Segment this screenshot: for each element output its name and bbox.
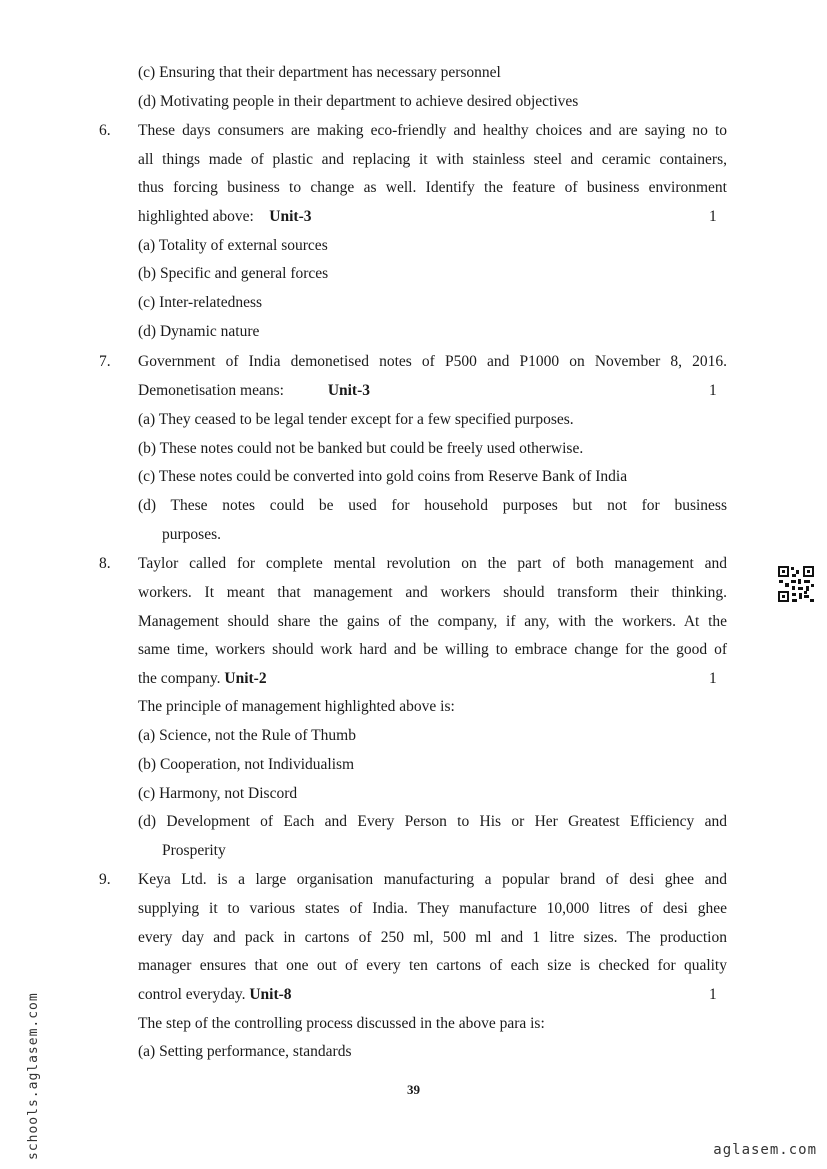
q8-option-c: (c) Harmony, not Discord	[138, 785, 298, 802]
q9-stem-line: supplying it to various states of India. They manufacture 10,000 litres of desi ghee	[138, 900, 727, 917]
q7-option-a: (a) They ceased to be legal tender except for a few specified purposes.	[138, 411, 574, 428]
q8-number: 8.	[99, 555, 111, 572]
q7-stem-line	[138, 381, 370, 401]
q8-stem-text: the company.	[138, 670, 221, 687]
q6-option-d: (d) Dynamic nature	[138, 323, 260, 340]
q5-option-c: (c) Ensuring that their department has necessary personnel	[138, 64, 501, 81]
q6-stem-text: highlighted above:	[138, 208, 254, 225]
q9-stem-line: every day and pack in cartons of 250 ml, 500 ml and 1 litre sizes. The production	[138, 929, 727, 946]
q9-number: 9.	[99, 871, 111, 888]
q7-stem-line: Government of India demonetised notes of P500 and P1000 on November 8, 2016.	[138, 353, 727, 370]
q6-option-c: (c) Inter-relatedness	[138, 294, 263, 311]
q6-stem-line: thus forcing business to change as well. Identify the feature of business environment	[138, 179, 727, 196]
q6-number: 6.	[99, 122, 111, 139]
q7-unit-tag: Unit-3	[327, 382, 371, 399]
q7-option-d: (d) These notes could be used for household purposes but not for business	[138, 497, 727, 514]
q9-stem-line	[138, 985, 292, 1005]
q8-stem-line	[138, 669, 267, 689]
q9-unit-tag: Unit-8	[249, 986, 292, 1003]
q9-stem-text: control everyday.	[138, 986, 246, 1003]
page-number: 39	[407, 1082, 420, 1097]
q9-marks: 1	[709, 986, 717, 1003]
q8-stem-line: same time, workers should work hard and be willing to embrace change for the good of	[138, 641, 727, 658]
q7-marks: 1	[709, 382, 717, 399]
q6-option-a: (a) Totality of external sources	[138, 237, 328, 254]
q8-option-a: (a) Science, not the Rule of Thumb	[138, 727, 356, 744]
q6-stem-line	[138, 207, 312, 227]
q8-option-b: (b) Cooperation, not Individualism	[138, 756, 355, 773]
q6-stem-line: These days consumers are making eco-friendly and healthy choices and are saying no to	[138, 122, 727, 139]
q7-stem-text: Demonetisation means:	[138, 382, 284, 399]
q8-prompt: The principle of management highlighted above is:	[138, 698, 455, 715]
side-watermark: schools.aglasem.com	[26, 992, 41, 1160]
q9-stem-line: Keya Ltd. is a large organisation manufacturing a popular brand of desi ghee and	[138, 871, 727, 888]
q6-marks: 1	[709, 208, 717, 225]
q8-option-d: (d) Development of Each and Every Person to His or Her Greatest Efficiency and	[138, 813, 727, 830]
q8-option-d-cont: Prosperity	[162, 842, 226, 859]
q9-stem-line: manager ensures that one out of every ten cartons of each size is checked for quality	[138, 957, 727, 974]
qr-code-icon	[777, 565, 815, 603]
q8-marks: 1	[709, 670, 717, 687]
q7-option-c: (c) These notes could be converted into gold coins from Reserve Bank of India	[138, 468, 628, 485]
q7-option-b: (b) These notes could not be banked but could be freely used otherwise.	[138, 440, 584, 457]
q6-option-b: (b) Specific and general forces	[138, 265, 329, 282]
q9-prompt: The step of the controlling process discussed in the above para is:	[138, 1015, 545, 1032]
q8-stem-line: Taylor called for complete mental revolution on the part of both management and	[138, 555, 727, 572]
q8-stem-line: workers. It meant that management and workers should transform their thinking.	[138, 584, 727, 601]
footer-watermark: aglasem.com	[713, 1142, 817, 1158]
q9-option-a: (a) Setting performance, standards	[138, 1043, 352, 1060]
q8-stem-line: Management should share the gains of the company, if any, with the workers. At the	[138, 613, 727, 630]
q7-option-d-cont: purposes.	[162, 526, 221, 543]
q7-number: 7.	[99, 353, 111, 370]
q6-unit-tag: Unit-3	[269, 208, 312, 225]
q6-stem-line: all things made of plastic and replacing it with stainless steel and ceramic containers,	[138, 151, 727, 168]
q5-option-d: (d) Motivating people in their department to achieve desired objectives	[138, 93, 579, 110]
q8-unit-tag: Unit-2	[224, 670, 267, 687]
